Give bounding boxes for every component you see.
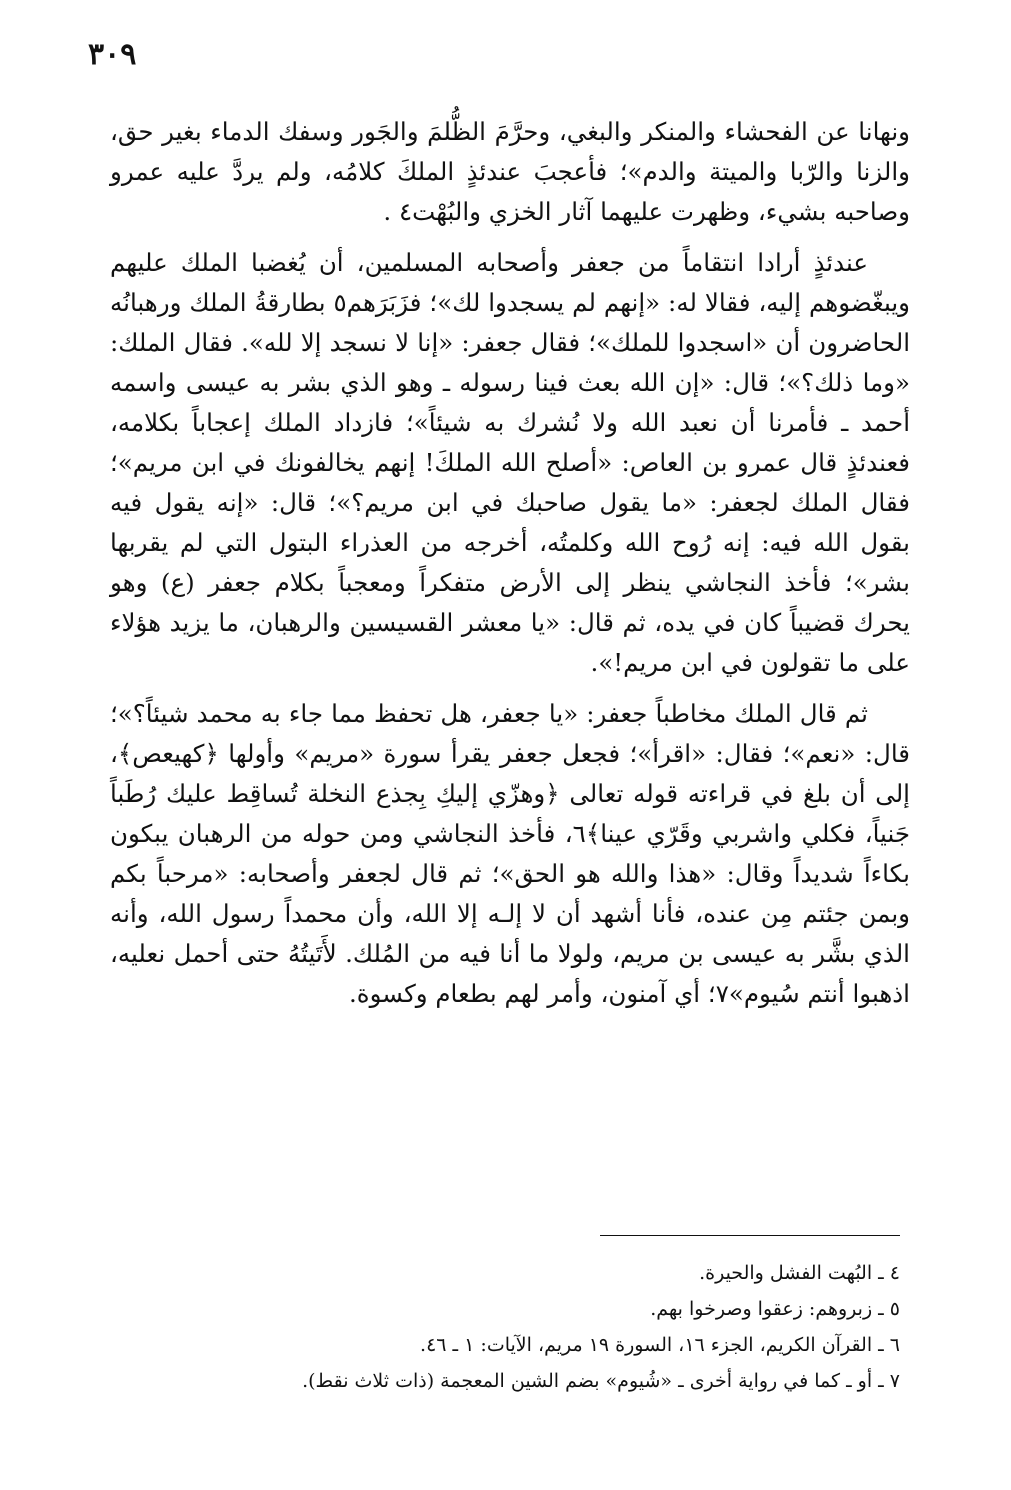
page-number: ٣٠٩	[88, 37, 137, 72]
main-text	[110, 112, 910, 1025]
paragraph-2: عندئذٍ أرادا انتقاماً من جعفر وأصحابه المسلمين، أن يُغضبا الملك عليهم ويبغّضوهم إليه، فقالا له: «إنهم لم يسجدوا لك»؛ فزَبَرَهم٥ بطارقةُ الملك ورهبانُه الحاضرون أن «اسجدوا للملك»؛ فقال جعفر: «إنا لا نسجد إلا لله». فقال الملك: «وما ذلك؟»؛ قال: «إن الله بعث فينا رسوله ـ وهو الذي بشر به عيسى واسمه أحمد ـ فأمرنا أن نعبد الله ولا نُشرك به شيئاً»؛ فازداد الملك إعجاباً بكلامه، فعندئذٍ قال عمرو بن العاص: «أصلح الله الملكَ! إنهم يخالفونك في ابن مريم»؛ فقال الملك لجعفر: «ما يقول صاحبك في ابن مريم؟»؛ قال: «إنه يقول فيه بقول الله فيه: إنه رُوح الله وكلمتُه، أخرجه من العذراء البتول التي لم يقربها بشر»؛ فأخذ النجاشي ينظر إلى الأرض متفكراً ومعجباً بكلام جعفر (ع) وهو يحرك قضيباً كان في يده، ثم قال: «يا معشر القسيسين والرهبان، ما يزيد هؤلاء على ما تقولون في ابن مريم!».	[110, 248, 910, 677]
footnote-divider	[600, 1235, 900, 1236]
footnote-6: ٦ ـ القرآن الكريم، الجزء ١٦، السورة ١٩ مريم، الآيات: ١ ـ ٤٦.	[420, 1334, 900, 1356]
paragraph-1: ونهانا عن الفحشاء والمنكر والبغي، وحرَّمَ الظُّلمَ والجَور وسفك الدماء بغير حق، والزنا والرّبا والميتة والدم»؛ فأعجبَ عندئذٍ الملكَ كلامُه، ولم يردَّ عليه عمرو وصاحبه بشيء، وظهرت عليهما آثار الخزي والبُهْت٤ .	[110, 117, 910, 226]
footnote-4: ٤ ـ البُهت الفشل والحيرة.	[699, 1262, 900, 1284]
footnotes	[110, 1255, 900, 1399]
footnote-5: ٥ ـ زبروهم: زعقوا وصرخوا بهم.	[650, 1298, 900, 1320]
paragraph-3: ثم قال الملك مخاطباً جعفر: «يا جعفر، هل تحفظ مما جاء به محمد شيئاً؟»؛ قال: «نعم»؛ فقال: «اقرأ»؛ فجعل جعفر يقرأ سورة «مريم» وأولها ﴿كهيعص﴾، إلى أن بلغ في قراءته قوله تعالى ﴿وهزّي إليكِ بِجذع النخلة تُساقِط عليك رُطَباً جَنياً، فكلي واشربي وقَرّي عينا﴾٦، فأخذ النجاشي ومن حوله من الرهبان يبكون بكاءاً شديداً وقال: «هذا والله هو الحق»؛ ثم قال لجعفر وأصحابه: «مرحباً بكم وبمن جئتم مِن عنده، فأنا أشهد أن لا إلـه إلا الله، وأن محمداً رسول الله، وأنه الذي بشَّر به عيسى بن مريم، ولولا ما أنا فيه من المُلك. لأَتَيتُهُ حتى أحمل نعليه، اذهبوا أنتم سُيوم»٧؛ أي آمنون، وأمر لهم بطعام وكسوة.	[110, 699, 910, 1008]
footnote-7: ٧ ـ أو ـ كما في رواية أخرى ـ «شُيوم» بضم الشين المعجمة (ذات ثلاث نقط).	[302, 1370, 900, 1392]
